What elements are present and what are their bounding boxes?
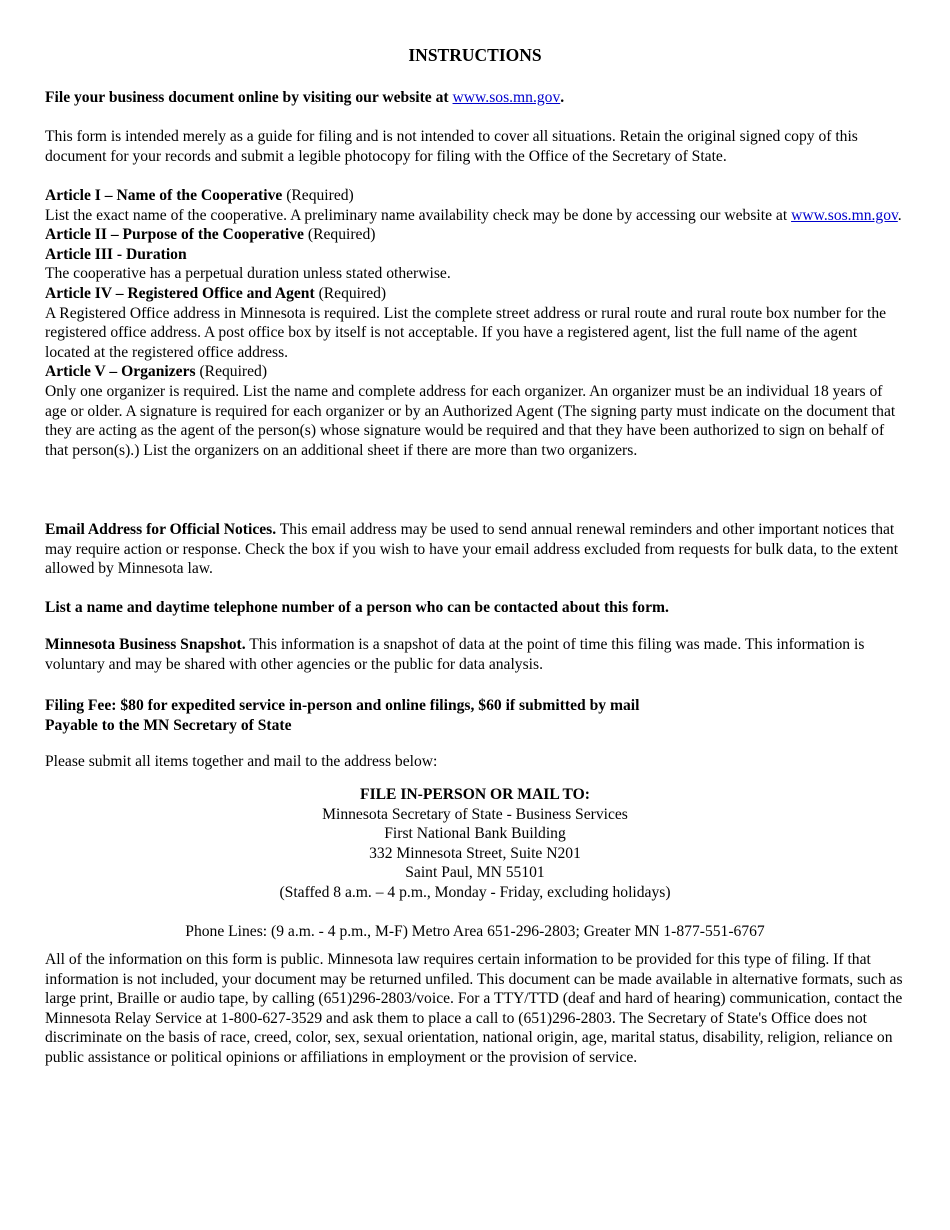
article-4-body: A Registered Office address in Minnesota is required. List the complete street address or rural route and rural route box number for the registered office address. A post office box by itself is not acceptable. If you have a registered agent, list the full name of the agent located at the registered office address. [45,304,887,361]
address-line: 332 Minnesota Street, Suite N201 [369,844,581,862]
payable-line: Payable to the MN Secretary of State [45,716,292,734]
article-2-heading: Article II – Purpose of the Cooperative [45,226,304,244]
article-4-required: (Required) [318,284,387,302]
snapshot-section [45,635,905,674]
article-5-required: (Required) [199,363,268,381]
sos-website-link[interactable]: www.sos.mn.gov [452,89,561,106]
article-1-text: List the exact name of the cooperative. A preliminary name availability check may be done by accessing our website at [45,206,788,224]
snapshot-body: This information is a snapshot of data at the point of time this filing was made. This information is voluntary and may be shared with other agencies or the public for data analysis. [45,636,865,673]
article-3-heading: Article III - Duration [45,245,187,263]
filing-fee-line: Filing Fee: $80 for expedited service in-person and online filings, $60 if submitted by mail [45,697,640,714]
phone-lines: Phone Lines: (9 a.m. - 4 p.m., M-F) Metro Area 651-296-2803; Greater MN 1-877-551-6767 [185,923,765,940]
address-line: Saint Paul, MN 55101 [405,864,545,882]
online-filing-text: File your business document online by visiting our website at [45,89,449,106]
article-1-end: . [897,206,902,224]
mailing-address [45,785,905,903]
filing-fee-section [45,696,905,735]
contact-text: List a name and daytime telephone number of a person who can be contacted about this form. [45,599,669,616]
office-hours: (Staffed 8 a.m. – 4 p.m., Monday - Friday, excluding holidays) [279,883,671,901]
article-1 [45,186,905,206]
address-line: Minnesota Secretary of State - Business Services [322,805,628,823]
online-filing-note [45,88,905,108]
article-1-heading: Article I – Name of the Cooperative [45,187,283,204]
public-information-notice: All of the information on this form is public. Minnesota law requires certain information to be provided for this type of filing. If that information is not included, your document may be returned unfiled. This document can be made available in alternative formats, such as large print, Braille or audio tape, by calling (651)296-2803/voice. For a TTY/TTD (deaf and hard of hearing) communication, contact the Minnesota Relay Service at 1-800-627-3529 and ask them to place a call to (651)296-2803. The Secretary of State's Office does not discriminate on the basis of race, creed, color, sex, sexual orientation, national origin, age, marital status, disability, religion, reliance on public assistance or political opinions or affiliations in employment or the provision of service. [45,951,903,1066]
contact-note [45,598,905,618]
articles-section [45,186,905,460]
email-section [45,520,905,579]
article-5 [45,362,905,382]
article-4-heading: Article IV – Registered Office and Agent [45,284,315,302]
address-line: First National Bank Building [384,825,566,843]
address-heading: FILE IN-PERSON OR MAIL TO: [360,786,590,803]
online-filing-end: . [560,89,565,106]
article-5-heading: Article V – Organizers [45,363,196,381]
article-4 [45,284,905,304]
intro-paragraph: This form is intended merely as a guide for filing and is not intended to cover all situations. Retain the original signed copy of this document for your records and submit a legible photocopy for filing with the Office of the Secretary of State. [45,128,858,165]
article-5-body: Only one organizer is required. List the name and complete address for each organizer. An organizer must be an individual 18 years of age or older. A signature is required for each organizer or by an Authorized Agent (The signing party must indicate on the document that they are acting as the agent of the person(s) whose signature would be required and that they have been authorized to sign on behalf of that person(s).) List the organizers on an additional sheet if there are more than two organizers. [45,382,896,459]
page-title: INSTRUCTIONS [408,45,542,65]
article-1-website-link[interactable]: www.sos.mn.gov [791,206,898,224]
article-3 [45,245,905,265]
snapshot-heading: Minnesota Business Snapshot. [45,636,246,653]
submit-note: Please submit all items together and mail to the address below: [45,753,438,770]
email-heading: Email Address for Official Notices. [45,521,277,538]
article-2-required: (Required) [307,226,376,244]
email-body: This email address may be used to send annual renewal reminders and other important notices that may require action or response. Check the box if you wish to have your email address excluded from requests for bulk data, to the extent allowed by Minnesota law. [45,521,899,578]
article-1-body [45,206,905,226]
article-3-body: The cooperative has a perpetual duration unless stated otherwise. [45,265,451,283]
article-1-required: (Required) [286,187,354,204]
article-2 [45,225,905,245]
